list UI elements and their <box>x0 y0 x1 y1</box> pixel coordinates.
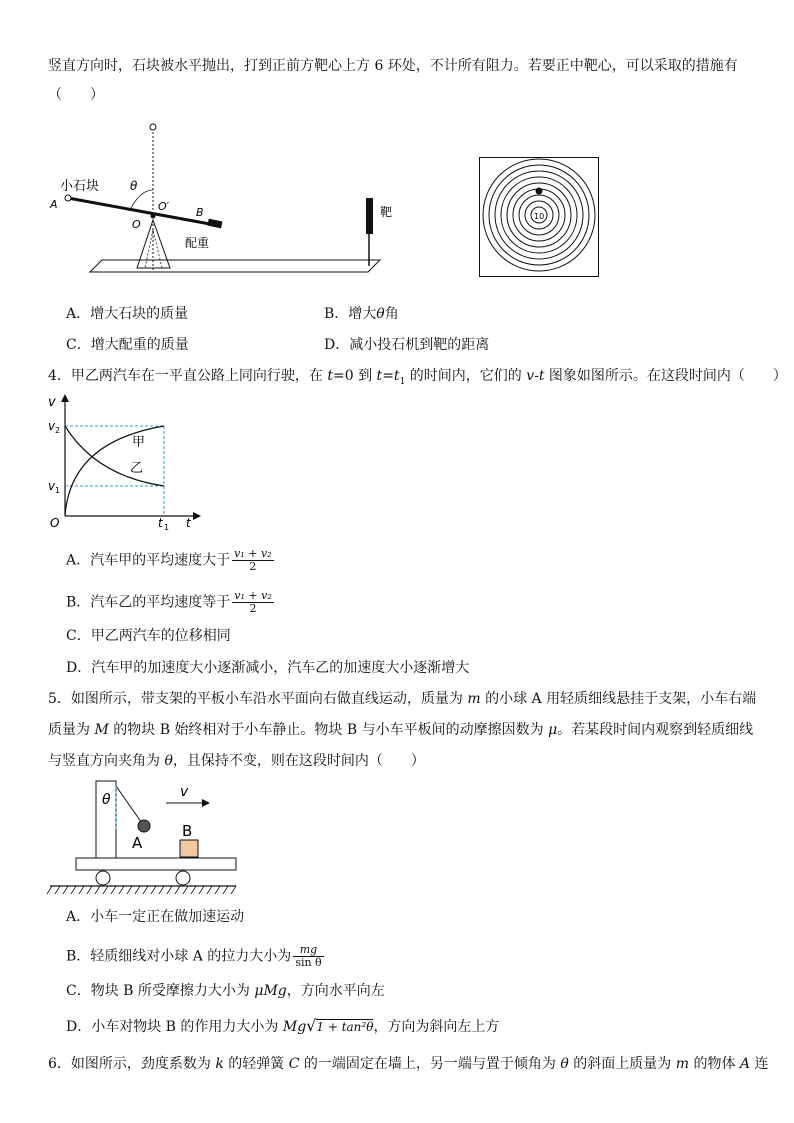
label-jia: 甲 <box>132 435 146 450</box>
q3-stem-line2: （ ） <box>48 87 104 103</box>
q4-stem-sub: 1 <box>399 376 406 387</box>
label-stone: 小石块 <box>60 179 100 194</box>
block-b <box>180 840 198 857</box>
q3-stem-line1: 竖直方向时，石块被水平抛出，打到正前方靶心上方 6 环处，不计所有阻力。若要正中靶心，可以采取的措施有 <box>48 58 738 74</box>
q4-option-b-fraction <box>232 590 273 615</box>
q5-option-d[interactable] <box>66 1017 499 1036</box>
bullseye-label: 10 <box>534 212 545 221</box>
q5-stem-line3 <box>48 752 425 770</box>
sqrt-sign: √ <box>306 1016 317 1035</box>
q5-l3-theta: θ <box>164 753 173 769</box>
counterweight-block <box>207 219 222 229</box>
q4-stem-c: 的时间内，它们的 <box>405 368 527 384</box>
q3-option-c[interactable]: C．增大配重的质量 <box>66 337 189 353</box>
label-v1: v <box>48 479 56 493</box>
q5-option-b-fraction <box>293 944 323 969</box>
q5-option-d-root: 1 + tan²θ <box>316 1020 374 1034</box>
label-yi: 乙 <box>130 461 144 476</box>
q5-option-d-pre: D．小车对物块 B 的作用力大小为 <box>66 1019 283 1035</box>
q4-stem-eq: = <box>382 368 394 384</box>
label-theta: θ <box>102 792 111 808</box>
q5-l3-a: 与竖直方向夹角为 <box>48 753 165 769</box>
t-axis-arrow <box>193 512 201 520</box>
q3-option-b-post: 角 <box>384 306 399 322</box>
q6-l1-g: 连 <box>750 1056 769 1072</box>
q4-option-b[interactable] <box>66 590 274 615</box>
q5-l1-m: m <box>467 691 481 707</box>
label-v2: v <box>48 419 56 433</box>
q5-option-c-post: ，方向水平向左 <box>286 983 385 999</box>
q5-option-c-expr: μMg <box>254 983 287 999</box>
target-figure <box>479 157 599 277</box>
q3-option-a[interactable]: A．增大石块的质量 <box>66 306 189 322</box>
label-b: B <box>196 206 204 219</box>
q6-l1-A: A <box>739 1056 751 1072</box>
q4-stem-a: 4．甲乙两汽车在一平直公路上同向行驶，在 <box>48 368 328 384</box>
velocity-arrowhead <box>202 799 210 807</box>
q4-option-d[interactable]: D．汽车甲的加速度大小逐渐减小，汽车乙的加速度大小逐渐增大 <box>66 660 470 676</box>
q5-l1-a: 5．如图所示，带支架的平板小车沿水平面向右做直线运动，质量为 <box>48 691 468 707</box>
q5-option-d-post: ，方向为斜向左上方 <box>373 1019 500 1035</box>
q6-l1-d: 的一端固定在墙上，另一端与置于倾角为 <box>299 1056 561 1072</box>
q6-l1-e: 的斜面上质量为 <box>568 1056 676 1072</box>
q4-option-b-text: B．汽车乙的平均速度等于 <box>66 594 231 611</box>
q5-l3-b: ，且保持不变，则在这段时间内（ ） <box>172 753 425 769</box>
pivot-o <box>151 214 156 219</box>
label-a: A <box>132 834 143 852</box>
vt-graph <box>46 394 206 532</box>
hit-mark <box>536 188 543 195</box>
q5-option-a[interactable]: A．小车一定正在做加速运动 <box>66 909 245 925</box>
q5-option-c[interactable] <box>66 982 385 1000</box>
q3-option-d[interactable]: D．减小投石机到靶的距离 <box>324 337 490 353</box>
q4-stem-t1: t <box>376 368 383 384</box>
ground-plane <box>90 260 380 272</box>
q3-option-b[interactable] <box>324 305 399 323</box>
frac-denominator: 2 <box>249 560 257 573</box>
q3-option-b-var: θ <box>376 306 385 322</box>
q5-l2-mu: μ <box>548 722 558 738</box>
q4-stem-vt: v-t <box>526 368 545 384</box>
label-v: v <box>48 395 56 410</box>
q4-stem <box>48 367 787 391</box>
label-a: A <box>50 198 58 211</box>
q4-stem-t1b: t <box>393 368 400 384</box>
label-target: 靶 <box>380 205 393 219</box>
q5-l1-b: 的小球 A 用轻质细线悬挂于支架，小车右端 <box>480 691 757 707</box>
q6-l1-k: k <box>215 1056 224 1072</box>
label-origin: O <box>50 516 60 530</box>
label-o: O <box>132 218 141 231</box>
theta-arc <box>130 190 153 210</box>
q6-l1-f: 的物体 <box>689 1056 740 1072</box>
q3-option-b-pre: B．增大 <box>324 306 377 322</box>
ground-hatching <box>47 886 236 894</box>
q6-stem-line1 <box>48 1055 768 1073</box>
q4-option-c[interactable]: C．甲乙两汽车的位移相同 <box>66 628 231 644</box>
q4-option-a[interactable] <box>66 548 274 573</box>
q4-stem-t0: t <box>327 368 333 384</box>
frac-numerator: mg <box>293 944 323 957</box>
q5-l2-a: 质量为 <box>48 722 95 738</box>
cart-figure <box>46 778 246 898</box>
q6-l1-b: 的轻弹簧 <box>223 1056 289 1072</box>
q4-stem-d: 图象如图所示。在这段时间内（ ） <box>544 368 787 384</box>
cart-platform <box>76 858 236 870</box>
frac-denominator: 2 <box>249 602 257 615</box>
q4-option-a-text: A．汽车甲的平均速度大于 <box>66 552 231 569</box>
q6-l1-m: m <box>675 1056 689 1072</box>
q6-l1-a: 6．如图所示，劲度系数为 <box>48 1056 216 1072</box>
q5-l2-b: 的物块 B 始终相对于小车静止。物块 B 与小车平板间的动摩擦因数为 <box>108 722 549 738</box>
label-v2-sub: 2 <box>55 426 61 435</box>
curve-yi <box>65 426 164 486</box>
q5-stem-line2 <box>48 721 753 739</box>
q4-option-a-fraction <box>232 548 273 573</box>
q5-option-c-pre: C．物块 B 所受摩擦力大小为 <box>66 983 255 999</box>
v-axis-arrow <box>61 394 69 402</box>
label-v1-sub: 1 <box>55 486 61 495</box>
trebuchet-figure <box>50 120 393 290</box>
label-t: t <box>186 516 191 530</box>
q5-option-b-text: B．轻质细线对小球 A 的拉力大小为 <box>66 948 292 965</box>
stone <box>65 195 71 201</box>
wheel-left <box>96 871 110 885</box>
top-pivot <box>150 124 156 130</box>
q4-stem-b: =0 到 <box>333 368 377 384</box>
q5-option-b[interactable] <box>66 944 324 969</box>
label-t1: t <box>158 516 163 530</box>
wheel-right <box>176 871 190 885</box>
label-o2: O′ <box>158 200 170 213</box>
q6-l1-theta: θ <box>560 1056 569 1072</box>
q6-l1-c: C <box>288 1056 300 1072</box>
frac-denominator: sin θ <box>295 956 322 969</box>
q5-stem-line1 <box>48 690 756 708</box>
frac-numerator: v₁ + v₂ <box>234 547 272 560</box>
q5-option-d-expr: Mg <box>282 1019 307 1035</box>
string <box>116 786 144 826</box>
label-counterweight: 配重 <box>185 236 210 250</box>
label-v: v <box>180 784 189 800</box>
q5-l2-M: M <box>94 722 109 738</box>
frac-numerator: v₁ + v₂ <box>234 589 272 602</box>
label-t1-sub: 1 <box>164 523 170 532</box>
target-board <box>366 198 373 234</box>
q5-l2-c: 。若某段时间内观察到轻质细线 <box>557 722 754 738</box>
ball-a <box>138 820 150 832</box>
label-theta: θ <box>130 179 138 193</box>
label-b: B <box>182 822 193 840</box>
